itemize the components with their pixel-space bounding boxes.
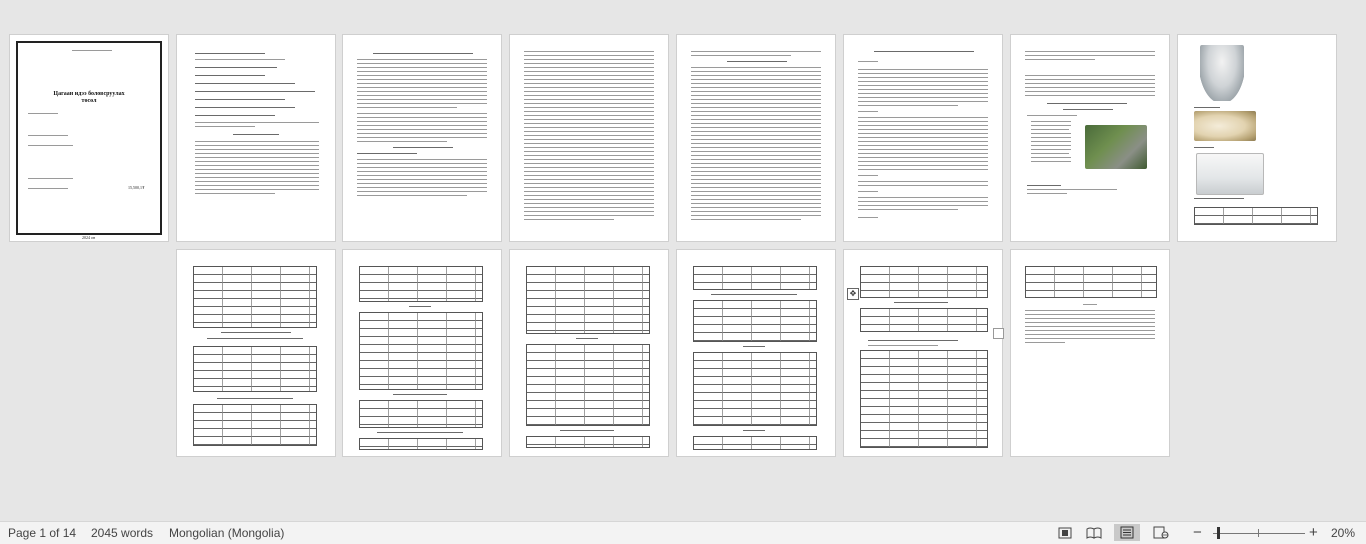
page8-table	[1194, 207, 1318, 225]
page-thumbnail-3[interactable]	[343, 35, 501, 241]
page10-table-lower	[359, 400, 483, 428]
page12-table-lower	[693, 352, 817, 426]
page9-table-mid	[193, 346, 317, 392]
page-thumbnail-2[interactable]	[177, 35, 335, 241]
cover-title	[10, 91, 168, 105]
zoom-level-indicator[interactable]: 20%	[1331, 526, 1356, 540]
cover-title-line1: Цагаан идээ боловсруулах	[53, 91, 125, 97]
page12-caption	[711, 294, 797, 295]
web-layout-icon[interactable]	[1150, 524, 1172, 541]
word-count-indicator[interactable]: 2045 words	[91, 526, 154, 540]
page12-table-bottom	[693, 436, 817, 450]
focus-icon[interactable]	[1054, 524, 1076, 541]
machine-photo	[1085, 125, 1147, 169]
table-resize-handle-icon[interactable]	[993, 328, 1004, 339]
page-count-indicator[interactable]: Page 1 of 14	[8, 526, 77, 540]
page-thumbnail-8[interactable]	[1178, 35, 1336, 241]
page-thumbnail-13[interactable]	[844, 250, 1002, 456]
cover-border	[16, 41, 162, 235]
page-thumbnail-6[interactable]	[844, 35, 1002, 241]
page10-table-bottom	[359, 438, 483, 450]
zoom-slider-midmark	[1258, 529, 1259, 537]
page14-table	[1025, 266, 1157, 298]
page9-table-bottom	[193, 404, 317, 446]
freezer-image	[1196, 153, 1264, 195]
zoom-slider-track[interactable]	[1213, 533, 1305, 534]
print-layout-icon[interactable]	[1114, 524, 1140, 541]
page11-table-bottom	[526, 436, 650, 448]
page13-table-top	[860, 266, 988, 298]
page13-table-mid	[860, 308, 988, 332]
page13-table-bottom	[860, 350, 988, 448]
page-thumbnail-12[interactable]	[677, 250, 835, 456]
page10-table-mid	[359, 312, 483, 390]
zoom-out-button[interactable]: −	[1193, 524, 1202, 541]
page11-table-top	[526, 266, 650, 334]
separator-machine-image	[1200, 45, 1244, 101]
read-mode-icon[interactable]	[1083, 524, 1105, 541]
status-bar	[0, 521, 1366, 544]
page10-table-top	[359, 266, 483, 302]
page12-table-mid	[693, 300, 817, 342]
page-thumbnail-4[interactable]	[510, 35, 668, 241]
cover-year: 2024 он	[82, 235, 96, 240]
page-thumbnail-10[interactable]	[343, 250, 501, 456]
page-thumbnail-14[interactable]	[1011, 250, 1169, 456]
page11-table-mid	[526, 344, 650, 426]
page-thumbnail-1[interactable]	[10, 35, 168, 241]
table-move-handle-icon[interactable]: ✥	[847, 288, 859, 300]
page9-table-top	[193, 266, 317, 328]
page12-table-top	[693, 266, 817, 290]
cover-title-line2: төсөл	[81, 98, 97, 104]
zoom-in-button[interactable]: +	[1309, 524, 1318, 541]
zoom-slider-thumb[interactable]	[1217, 527, 1220, 539]
page-thumbnail-7[interactable]	[1011, 35, 1169, 241]
cover-total-cost: 15,500,1₮	[128, 185, 145, 190]
language-indicator[interactable]: Mongolian (Mongolia)	[169, 526, 285, 540]
page-thumbnail-11[interactable]	[510, 250, 668, 456]
cheese-tray-image	[1194, 111, 1256, 141]
page9-caption	[217, 398, 293, 399]
page-thumbnail-9[interactable]	[177, 250, 335, 456]
page-thumbnail-5[interactable]	[677, 35, 835, 241]
